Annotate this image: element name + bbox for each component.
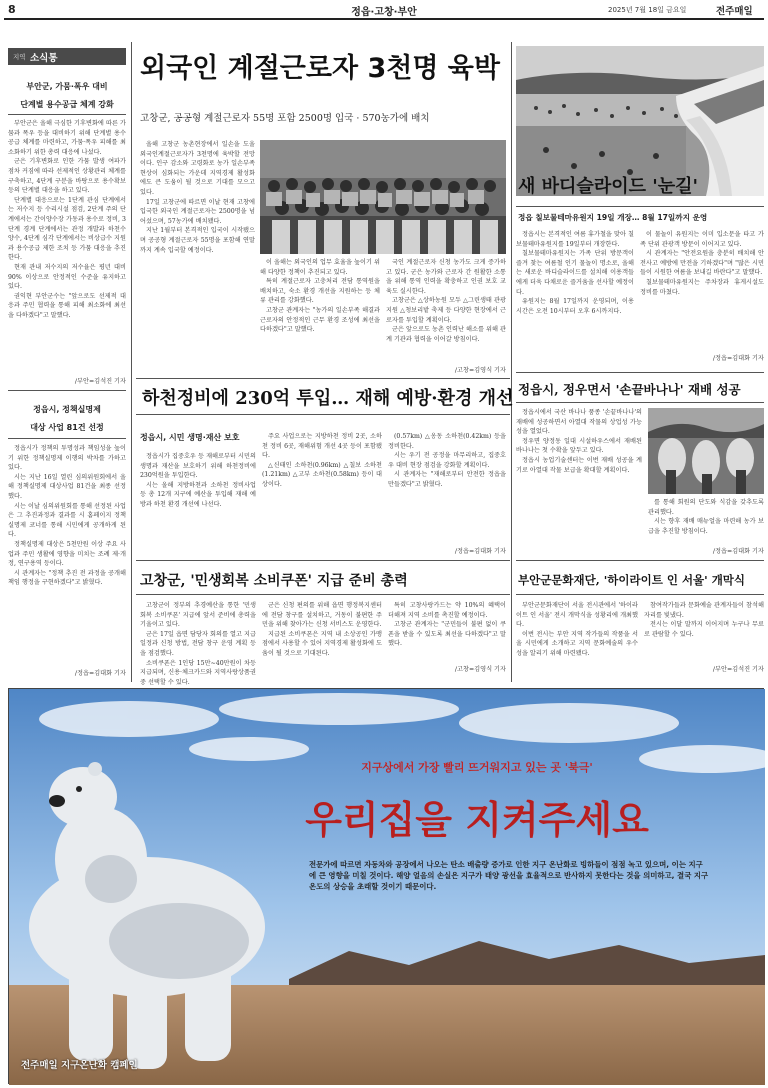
slide-subhead: 정읍 칠보물테마유원지 19일 개장… 8월 17일까지 운영	[518, 213, 708, 222]
slide-byline: /정읍=김대화 기자	[712, 355, 764, 362]
center-vertical-rule	[511, 42, 512, 682]
ad-footer: 전주매일 지구온난화 캠페인	[21, 1060, 138, 1071]
banana-photo	[648, 408, 764, 494]
river-byline: /정읍=김대화 기자	[454, 548, 506, 555]
banana-body-col2: 를 통해 회원의 단도와 식감을 갖추도록 관리했다. 시는 향후 재배 매뉴얼을 마련해 농가 보급을 추진할 방침이다.	[648, 499, 764, 535]
river-subhead-rule	[136, 414, 510, 415]
culture-subhead-rule	[516, 594, 764, 595]
workers-photo-image	[260, 140, 506, 254]
workers-body-col2: 이 올해는 외국인의 업무 효율을 높이기 위해 다양한 정책이 추진되고 있다. 특히 계절근로자 고충처리 전담 통역원을 배치하고, 숙소 환경 개선을 지원하는 등 체류 관리를 강화했다. 고창군 관계자는 "농가의 일손부족 해결과 근로자의 안정적인 근무 환경 조성에 최선을 다하겠다"고 말했다.	[260, 259, 380, 334]
river-body-col2: 주요 사업으로는 지방하천 정비 2곳, 소하천 정비 6곳, 재해위험 개선 4곳 등이 포함됐다. △신태인 소하천(0.96km) △칠보 소하천(1.21km) △고부 소하천(0.58km) 등이 대상이다.	[262, 433, 382, 488]
workers-byline: /고창=김영식 기자	[454, 367, 506, 374]
river-headline: 하천정비에 230억 투입… 재해 예방·환경 개선	[142, 388, 514, 409]
workers-headline: 외국인 계절근로자 3천명 육박	[140, 53, 500, 84]
sidebar-vertical-rule	[131, 42, 132, 682]
paper-name: 전주매일	[716, 6, 753, 17]
banana-body-col1: 정읍시에서 국산 바나나 품종 '손끝바나나'의 재배에 성공하면서 아열대 작물의 상업성 가능성을 열었다. 정우면 양정동 일대 시설하우스에서 재배된 바나나는 첫 수확을 앞두고 있다. 정읍시 농업기술센터는 이번 재배 성공을 계기로 아열대 작물 보급을 확대할 계획이다.	[516, 409, 642, 474]
news2-rule	[8, 438, 126, 439]
workers-body-col3: 국인 계절근로자 신청 농가도 크게 증가하고 있다. 군은 농가와 근로자 간 원활한 소통을 위해 통역 인력을 확충하고 인권 보호 교육도 실시한다. 고창군은 △상하농원 모두 △그린생태 관광 지원 △청보리밭 축제 등 다양한 현장에서 근로자를 투입할 계획이다. 군은 앞으로도 농촌 인력난 해소를 위해 관계 기관과 협력을 이어갈 방침이다.	[386, 259, 506, 343]
banana-photo-image	[648, 408, 764, 494]
sidebar	[8, 48, 126, 678]
coupon-byline: /고창=김영식 기자	[454, 666, 506, 673]
page-header	[0, 0, 768, 20]
river-body-col1: 정읍시가 집중호우 등 재해로부터 시민의 생명과 재산을 보호하기 위해 하천정비에 230억원을 투입한다. 시는 올해 지방하천과 소하천 정비사업 등 총 12개 지구에 예산을 투입해 재해 예방과 하천 환경 개선에 나선다.	[140, 453, 256, 508]
advertisement	[8, 688, 764, 1084]
news1-rule	[8, 114, 126, 115]
river-subhead: 정읍시, 시민 생명·재산 보호	[140, 433, 240, 442]
news1-title-line2: 단계별 용수공급 체계 강화	[20, 100, 114, 109]
news2-title-line2: 대상 사업 81건 선정	[30, 423, 104, 432]
culture-body-col2: 참여작가들과 문화예술 관계자들이 참석해 자리를 빛냈다. 전시는 이달 말까지 이어지며 누구나 무료로 관람할 수 있다.	[644, 602, 764, 638]
news2-byline: /정읍=김대화 기자	[74, 670, 126, 677]
ad-tagline: 지구상에서 가장 빨리 뜨거워지고 있는 곳 '북극'	[361, 761, 593, 774]
culture-headline: 부안군문화재단, '하이라이트 인 서울' 개막식	[518, 573, 746, 587]
banana-headline: 정읍시, 정우면서 '손끝바나나' 재배 성공	[518, 382, 741, 397]
sidebar-label: 지역	[13, 53, 26, 61]
section-title: 정읍·고창·부안	[351, 7, 417, 18]
river-bottom-rule	[136, 560, 510, 561]
workers-bottom-rule	[136, 378, 510, 379]
river-body-col3: (0.57km) △옹동 소하천(0.42km) 등을 정비한다. 시는 우기 전 공정을 마무리하고, 집중호우 대비 현장 점검을 강화할 계획이다. 시 관계자는 "재해로부터 안전한 정읍을 만들겠다"고 밝혔다.	[388, 433, 506, 488]
header-rule	[4, 18, 764, 20]
news1-byline: /부안=김석진 기자	[74, 378, 126, 385]
workers-subhead: 고창군, 공공형 계절근로자 55명 포함 2500명 입국 · 570농가에 배치	[140, 113, 430, 124]
slide-subhead-rule	[516, 206, 764, 207]
slide-headline: 새 바디슬라이드 '눈길'	[518, 176, 699, 197]
news2-body: 정읍시가 정책의 투명성과 책임성을 높이기 위한 정책실명제 이행의 박차를 가하고 있다. 시는 지난 16일 열린 심의위원회에서 올해 정책실명제 대상사업 81건을 최종 선정했다. 시는 이날 심의위원회를 통해 선정된 사업은 그 추진과정과 결과를 시 홈페이지 정책실명제 코너를 통해 시민에게 공개하게 된다. 정책실명제 대상은 5천만원 이상 주요 사업과 주민 생활에 영향을 미치는 조례 제·개정, 연구용역 등이다. 시 관계자는 "정책 추진 전 과정을 공개해 책임 행정을 구현하겠다"고 밝혔다.	[8, 445, 126, 587]
page-number: 8	[8, 3, 16, 16]
issue-date: 2025년 7월 18일 금요일	[608, 6, 687, 14]
coupon-body-col1: 고창군이 정부의 추경예산을 통한 '민생회복 소비쿠폰' 지급에 앞서 준비에 총력을 기울이고 있다. 군은 17일 읍면 담당자 회의를 열고 지급 일정과 신청 방법, 전담 창구 운영 계획 등을 점검했다. 소비쿠폰은 1인당 15만~40만원이 차등 지급되며, 신용·체크카드와 지역사랑상품권 중 선택할 수 있다.	[140, 602, 256, 686]
banana-bottom-rule	[516, 560, 764, 561]
news2-title-line1: 정읍시, 정책실명제	[33, 405, 101, 414]
news1-body: 부안군은 올해 극심한 기후변화에 따른 가뭄과 폭우 등을 대비하기 위해 단계별 용수공급 체계를 마련하고, 가뭄·폭우 피해를 최소화하기 위한 총력 대응에 나섰다. 군은 기후변화로 인한 가뭄 발생 여파가 점차 커짐에 따라 선제적인 상황관리 체계를 구축하고, 4단계 구분을 바탕으로 용수확보 등의 단계별 대응을 하고 있다. 단계별 대응으로는 1단계 관심 단계에서는 저수지 등 수리시설 점검, 2단계 주의 단계에서는 간이양수장 가동과 용수로 정비, 3단계 경계 단계에서는 관정 개발과 하천수 양수, 4단계 심각 단계에서는 비상급수 지원과 용수공급 제한 조치 등 가뭄 대응을 추진한다. 현재 관내 저수지의 저수율은 평년 대비 90% 이상으로 안정적인 수준을 유지하고 있다. 권익현 부안군수는 "앞으로도 선제적 대응과 주민 협력을 통해 피해 최소화에 최선을 다하겠다"고 말했다.	[8, 120, 126, 319]
coupon-headline: 고창군, '민생회복 소비쿠폰' 지급 준비 총력	[140, 573, 408, 589]
coupon-body-col2: 군은 신청 편의를 위해 읍면 행정복지센터에 전담 창구를 설치하고, 거동이 불편한 주민을 위해 찾아가는 신청 서비스도 운영한다. 지급된 소비쿠폰은 지역 내 소상공인 가맹점에서 사용할 수 있어 지역경제 활성화에 도움이 될 것으로 기대된다.	[262, 602, 382, 657]
slide-bottom-rule	[516, 372, 764, 373]
sidebar-header	[8, 48, 126, 65]
slide-body-col1: 정읍시는 본격적인 여름 휴가철을 맞아 칠보물테마유원지를 19일부터 개장한다. 칠보물테마유원지는 가족 단위 방문객이 즐겨 찾는 여름철 인기 물놀이 명소로, 올해는 새로운 바디슬라이드를 설치해 이용객들에게 더욱 다채로운 즐거움을 선사할 예정이다. 유원지는 8월 17일까지 운영되며, 이용 시간은 오전 10시부터 오후 6시까지다.	[516, 231, 634, 315]
banana-byline: /정읍=김대화 기자	[712, 548, 764, 555]
banana-subhead-rule	[516, 402, 764, 403]
ad-headline: 우리집을 지켜주세요	[305, 797, 649, 842]
culture-body-col1: 부안군문화재단이 서울 전시관에서 '하이라이트 인 서울' 전시 개막식을 성황리에 개최했다. 이번 전시는 부안 지역 작가들의 작품을 서울 시민에게 소개하고 지역 문화예술의 우수성을 알리기 위해 마련됐다.	[516, 602, 638, 657]
workers-body-col1: 올해 고창군 농촌현장에서 일손을 도울 외국인계절근로자가 3천명에 육박할 전망이다. 인구 감소와 고령화로 농가 일손부족 현상이 심화되는 가운데 지역경제 활성화에도 큰 도움이 될 것으로 기대를 모으고 있다. 17일 고창군에 따르면 이날 현재 고창에 입국한 외국인 계절근로자는 2500명을 넘어섰으며, 57농가에 배치됐다. 지난 1월부터 본격적인 입국이 시작됐으며 공공형 계절근로자 55명을 포함해 연말까지 계속 입국할 예정이다.	[140, 141, 255, 254]
culture-byline: /부안=김석진 기자	[712, 666, 764, 673]
coupon-body-col3: 특히 고창사랑카드는 약 10%의 혜택이 더해져 지역 소비를 촉진할 예정이다. 고창군 관계자는 "군민들이 불편 없이 쿠폰을 받을 수 있도록 최선을 다하겠다"고 말했다.	[388, 602, 506, 648]
sidebar-divider	[8, 390, 126, 391]
ad-body: 전문가에 따르면 자동차와 공장에서 나오는 탄소 배출량 증가로 인한 지구 온난화로 빙하들이 점점 녹고 있으며, 이는 지구에 큰 영향을 미칠 것이다. 해양 얼음의 손실은 지구가 태양 광선을 효율적으로 반사하지 못한다는 것을 의미하고, 결국 지구 온도의 상승을 초래할 것이기 때문이다.	[309, 860, 709, 891]
coupon-subhead-rule	[136, 594, 510, 595]
news1-title-line1: 부안군, 가뭄·폭우 대비	[26, 82, 108, 91]
sidebar-title: 소식통	[30, 53, 58, 64]
slide-body-col2: 이 물놀이 유원지는 이미 입소문을 타고 가족 단위 관광객 방문이 이어지고 있다. 시 관계자는 "안전요원을 충분히 배치해 안전사고 예방에 만전을 기하겠다"며 "많은 시민들이 시원한 여름을 보내길 바란다"고 말했다. 칠보물테마유원지는 주차장과 휴게시설도 정비를 마쳤다.	[640, 231, 764, 296]
workers-photo	[260, 140, 506, 254]
